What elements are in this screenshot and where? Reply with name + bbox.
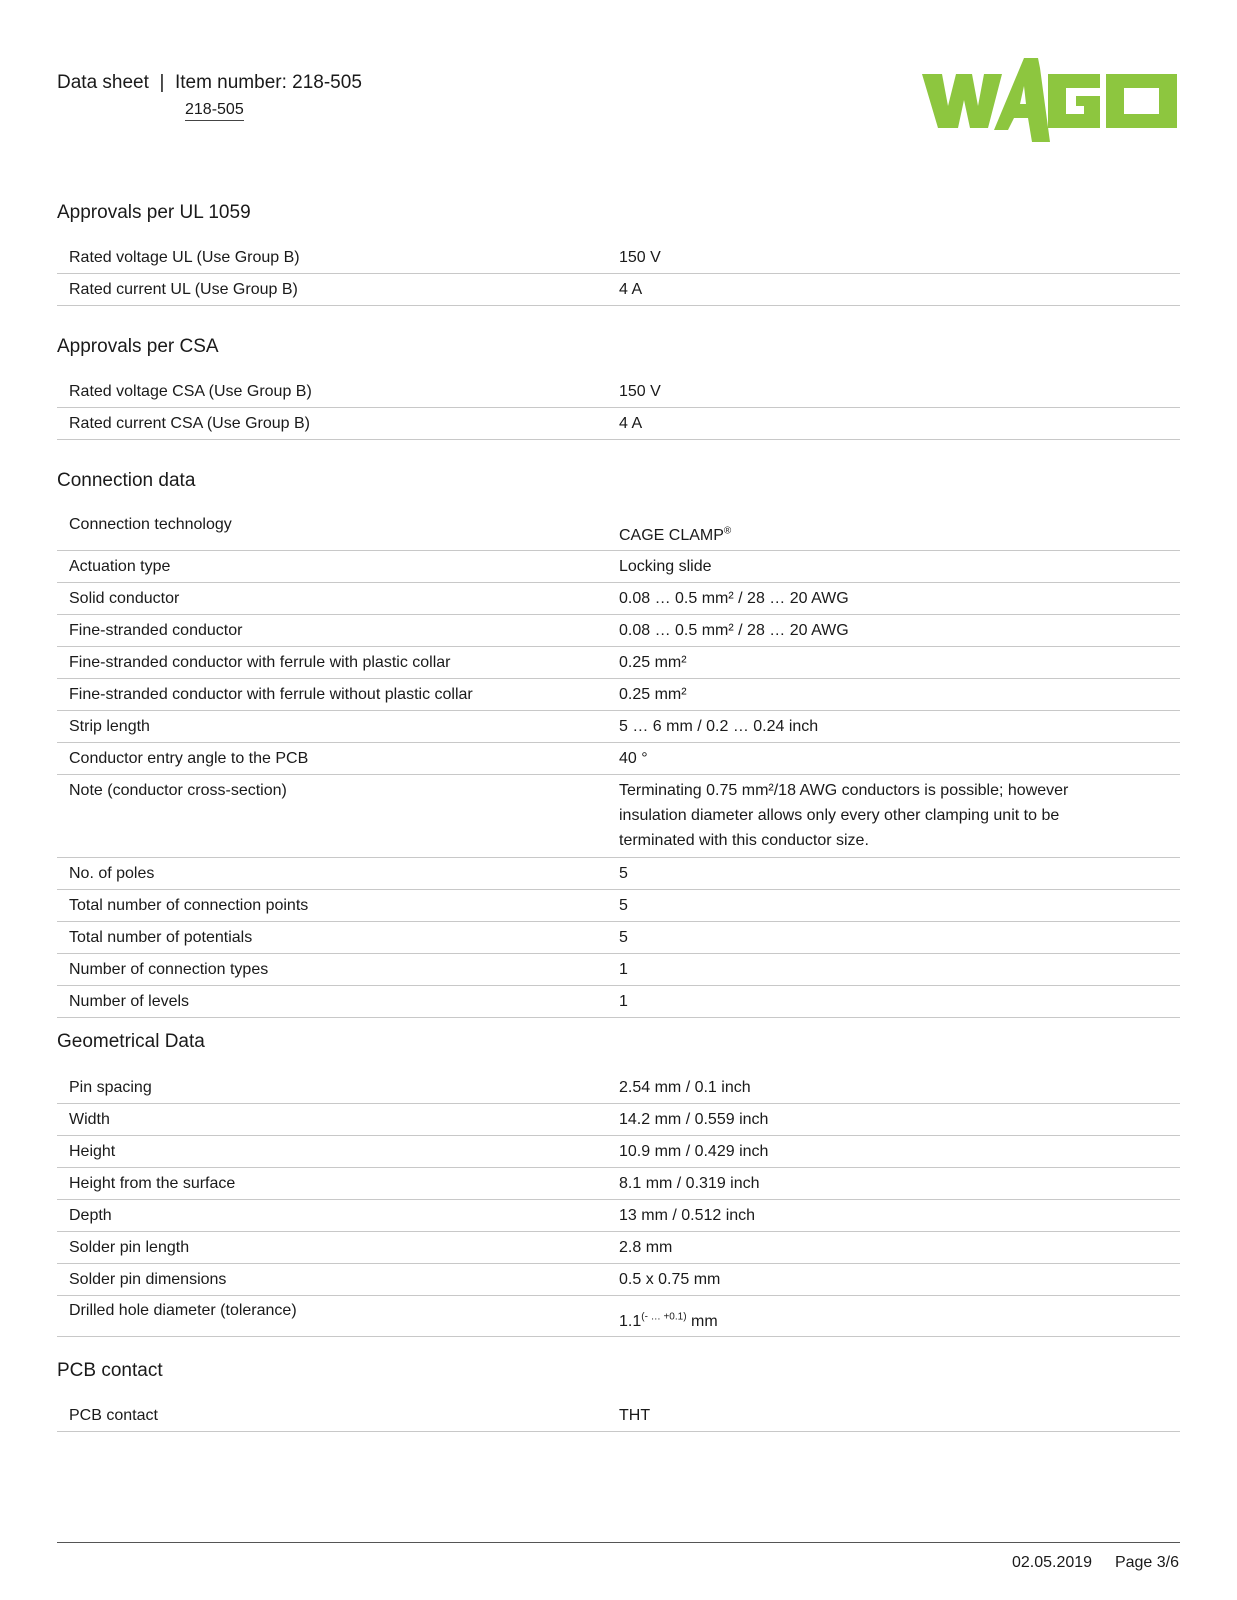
row-value: 0.08 … 0.5 mm² / 28 … 20 AWG [619, 590, 849, 607]
row-value [607, 510, 1180, 550]
table-row [57, 551, 1180, 583]
table-row [57, 1200, 1180, 1232]
footer-page-number: Page 3/6 [1114, 1554, 1179, 1571]
section-title-ul: Approvals per UL 1059 [57, 202, 251, 223]
table-row [57, 679, 1180, 711]
table-row [57, 1296, 1180, 1337]
row-label: Conductor entry angle to the PCB [69, 750, 309, 767]
page-title: Data sheet | Item number: 218-505 [57, 72, 362, 93]
table-row [57, 376, 1180, 408]
row-value: 5 … 6 mm / 0.2 … 0.24 inch [619, 718, 819, 735]
row-label: Total number of connection points [69, 897, 309, 914]
footer [1012, 1554, 1179, 1572]
section-title-connection: Connection data [57, 470, 196, 491]
table-row [57, 583, 1180, 615]
item-number-link[interactable]: 218-505 [185, 101, 244, 121]
table-row [57, 1168, 1180, 1200]
row-label: Rated voltage CSA (Use Group B) [69, 383, 312, 400]
csa-table [57, 376, 1180, 440]
row-label: Fine-stranded conductor [69, 622, 243, 639]
row-value: Locking slide [619, 558, 712, 575]
row-value: 8.1 mm / 0.319 inch [619, 1175, 760, 1192]
pcb-table [57, 1400, 1180, 1432]
geometrical-table [57, 1072, 1180, 1337]
section-title-pcb: PCB contact [57, 1360, 163, 1381]
row-value: 4 A [619, 415, 643, 432]
row-value: 150 V [619, 249, 661, 266]
registered-mark: ® [723, 525, 732, 537]
connection-table [57, 510, 1180, 1018]
table-row [57, 711, 1180, 743]
drill-tolerance: (- … +0.1) [641, 1311, 687, 1323]
table-row [57, 647, 1180, 679]
footer-date: 02.05.2019 [1011, 1554, 1093, 1571]
row-value: 40 ° [619, 750, 648, 767]
ul-table [57, 242, 1180, 306]
row-value: 5 [619, 865, 628, 882]
row-label: Height [69, 1143, 116, 1160]
section-title-geometrical: Geometrical Data [57, 1031, 205, 1052]
table-row [57, 1072, 1180, 1104]
row-value [607, 1296, 1180, 1336]
row-label: Number of levels [69, 993, 190, 1010]
row-label: Rated current UL (Use Group B) [69, 281, 298, 298]
row-label: PCB contact [69, 1407, 158, 1424]
table-row [57, 408, 1180, 440]
note-line: Terminating 0.75 mm²/18 AWG conductors is possible; however [619, 782, 1069, 799]
drill-base-value: 1.1 [619, 1313, 642, 1330]
row-label: Solder pin dimensions [69, 1271, 227, 1288]
section-title-csa: Approvals per CSA [57, 336, 219, 357]
row-label: Pin spacing [69, 1079, 152, 1096]
row-value: 4 A [619, 281, 643, 298]
row-label: Height from the surface [69, 1175, 236, 1192]
row-label: Connection technology [69, 516, 232, 533]
row-value: 0.08 … 0.5 mm² / 28 … 20 AWG [619, 622, 849, 639]
note-line: insulation diameter allows only every other clamping unit to be [619, 807, 1060, 824]
row-label: Total number of potentials [69, 929, 253, 946]
row-label: Width [69, 1111, 110, 1128]
row-label: Strip length [69, 718, 150, 735]
row-value: 2.54 mm / 0.1 inch [619, 1079, 751, 1096]
table-row [57, 858, 1180, 890]
row-value: 150 V [619, 383, 661, 400]
row-label: Note (conductor cross-section) [69, 782, 287, 799]
row-value: 0.5 x 0.75 mm [619, 1271, 721, 1288]
row-value: 5 [619, 897, 628, 914]
row-value: 14.2 mm / 0.559 inch [619, 1111, 769, 1128]
row-value: 1 [619, 993, 628, 1010]
connection-technology-value: CAGE CLAMP [619, 527, 724, 544]
row-value: THT [619, 1407, 651, 1424]
footer-divider [57, 1542, 1180, 1543]
row-label: Solid conductor [69, 590, 180, 607]
table-row [57, 1136, 1180, 1168]
row-label: Fine-stranded conductor with ferrule with plastic collar [69, 654, 451, 671]
table-row [57, 775, 1180, 858]
table-row [57, 242, 1180, 274]
row-label: Fine-stranded conductor with ferrule without plastic collar [69, 686, 473, 703]
row-value: 2.8 mm [619, 1239, 673, 1256]
table-row [57, 1264, 1180, 1296]
row-value: 5 [619, 929, 628, 946]
table-row [57, 274, 1180, 306]
row-value: 1 [619, 961, 628, 978]
note-line: terminated with this conductor size. [619, 832, 869, 849]
table-row [57, 890, 1180, 922]
row-label: Solder pin length [69, 1239, 190, 1256]
wago-logo [922, 58, 1177, 144]
table-row [57, 922, 1180, 954]
table-row [57, 743, 1180, 775]
row-value: 10.9 mm / 0.429 inch [619, 1143, 769, 1160]
row-label: No. of poles [69, 865, 155, 882]
row-label: Depth [69, 1207, 112, 1224]
row-label: Actuation type [69, 558, 171, 575]
row-label: Rated current CSA (Use Group B) [69, 415, 310, 432]
table-row [57, 1400, 1180, 1432]
table-row [57, 615, 1180, 647]
table-row [57, 986, 1180, 1018]
row-value [607, 775, 1180, 857]
row-value: 0.25 mm² [619, 654, 687, 671]
row-value: 0.25 mm² [619, 686, 687, 703]
row-value: 13 mm / 0.512 inch [619, 1207, 756, 1224]
table-row [57, 1104, 1180, 1136]
row-label: Drilled hole diameter (tolerance) [69, 1302, 297, 1319]
table-row [57, 510, 1180, 551]
row-label: Number of connection types [69, 961, 269, 978]
table-row [57, 954, 1180, 986]
table-row [57, 1232, 1180, 1264]
row-label: Rated voltage UL (Use Group B) [69, 249, 300, 266]
drill-unit: mm [686, 1313, 718, 1330]
